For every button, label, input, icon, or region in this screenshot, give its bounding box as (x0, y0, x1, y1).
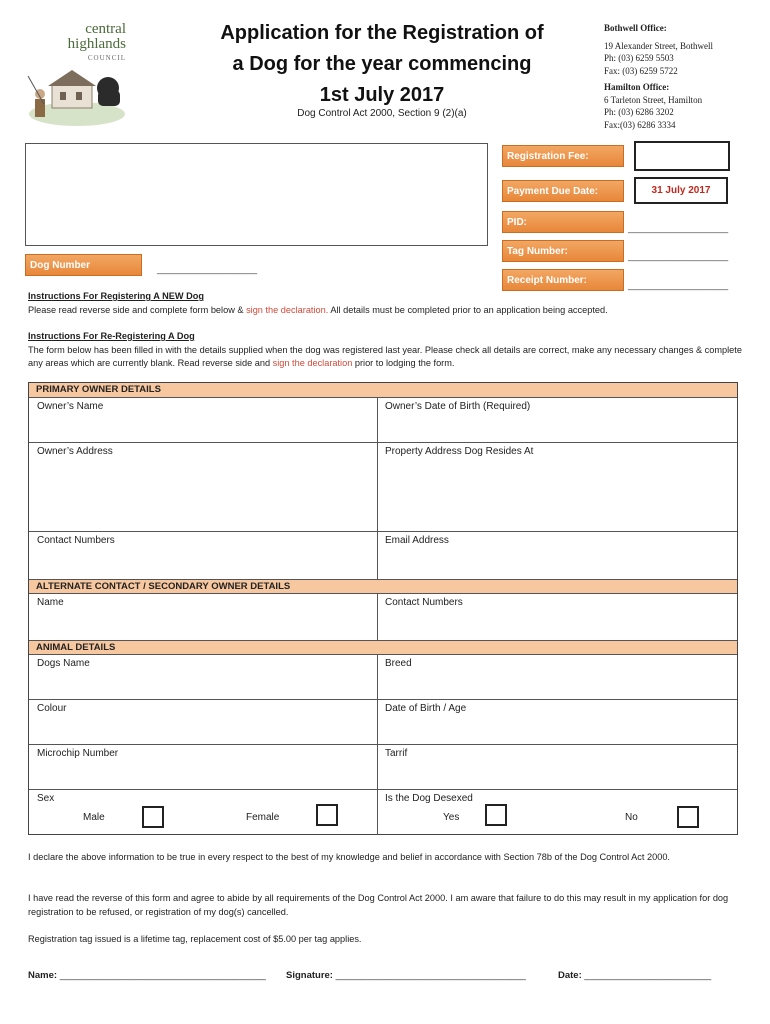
desexed-label: Is the Dog Desexed (385, 793, 473, 804)
dog-number-label: Dog Number (25, 254, 142, 276)
microchip-label: Microchip Number (37, 748, 119, 759)
yes-label: Yes (443, 812, 460, 823)
reregister-text-a: The form below has been filled in with the details supplied when the dog was registered last year. Please check all details are correct, make any necessary changes & complete any areas which are currently blank. Read reverse side and (28, 344, 742, 368)
microchip-field[interactable] (29, 744, 377, 789)
date-line[interactable]: ________________________ (584, 970, 712, 981)
alt-name-field[interactable] (29, 593, 377, 640)
pid-label: PID: (502, 211, 624, 233)
owner-dob-label: Owner’s Date of Birth (Required) (385, 401, 531, 412)
name-line[interactable]: _______________________________________ (59, 970, 266, 981)
property-address-field[interactable] (377, 442, 737, 531)
alt-contact-label: Contact Numbers (385, 597, 463, 608)
reregister-text-red: sign the declaration (272, 358, 353, 368)
dob-age-field[interactable] (377, 699, 737, 744)
receipt-number-label: Receipt Number: (502, 269, 624, 291)
owner-dob-field[interactable] (377, 397, 737, 442)
bothwell-address: 19 Alexander Street, Bothwell (604, 40, 713, 51)
tarrif-label: Tarrif (385, 748, 408, 759)
breed-label: Breed (385, 658, 412, 669)
colour-field[interactable] (29, 699, 377, 744)
primary-owner-heading: PRIMARY OWNER DETAILS (29, 383, 737, 397)
declaration-text-2: I have read the reverse of this form and agree to abide by all requirements of the Dog Control Act 2000. I am aware that failure to do this may result in my application for dog registration to be refused, or registration of my dog(s) cancelled. (28, 893, 729, 917)
reregister-heading: Instructions For Re-Registering A Dog (28, 331, 195, 341)
registration-form (28, 382, 738, 835)
tarrif-field[interactable] (377, 744, 737, 789)
colour-label: Colour (37, 703, 67, 714)
yes-checkbox[interactable] (485, 804, 507, 826)
alt-contact-field[interactable] (377, 593, 737, 640)
date-signoff (558, 970, 711, 981)
hamilton-fax: Fax:(03) 6286 3334 (604, 119, 676, 130)
payment-due-value: 31 July 2017 (634, 177, 728, 204)
new-dog-instructions (28, 290, 744, 317)
dog-details-box[interactable] (25, 143, 488, 246)
signature-label: Signature: (286, 970, 333, 981)
name-signoff (28, 970, 266, 981)
reregister-text-b: prior to lodging the form. (352, 358, 455, 368)
dogs-name-label: Dogs Name (37, 658, 90, 669)
date-label: Date: (558, 970, 582, 981)
contact-numbers-field[interactable] (29, 531, 377, 579)
payment-due-label: Payment Due Date: (502, 180, 624, 202)
declaration-text-1: I declare the above information to be true in every respect to the best of my knowledge and belief in accordance with Section 78b of the Dog Control Act 2000. (28, 852, 670, 862)
alt-name-label: Name (37, 597, 64, 608)
animal-details-heading: ANIMAL DETAILS (29, 640, 737, 654)
title-line-1: Application for the Registration of (220, 22, 544, 44)
receipt-number-field[interactable]: ____________________ (628, 280, 729, 290)
sex-label: Sex (37, 793, 55, 804)
council-logo (22, 16, 128, 128)
breed-field[interactable] (377, 654, 737, 699)
page-subtitle: Dog Control Act 2000, Section 9 (2)(a) (297, 108, 467, 119)
owner-address-field[interactable] (29, 442, 377, 531)
owner-name-label: Owner’s Name (37, 401, 104, 412)
bothwell-phone: Ph: (03) 6259 5503 (604, 53, 674, 63)
owner-address-label: Owner’s Address (37, 446, 113, 457)
hamilton-address: 6 Tarleton Street, Hamilton (604, 94, 703, 105)
alternate-contact-heading: ALTERNATE CONTACT / SECONDARY OWNER DETAILS (29, 579, 737, 593)
pid-field[interactable]: ____________________ (628, 223, 729, 233)
new-dog-text-b: All details must be completed prior to an application being accepted. (328, 304, 608, 315)
tag-number-field[interactable]: ____________________ (628, 251, 729, 261)
dog-number-field[interactable]: ____________________ (157, 264, 258, 274)
signature-signoff (286, 970, 526, 981)
female-checkbox[interactable] (316, 804, 338, 826)
tag-number-label: Tag Number: (502, 240, 624, 262)
declaration-text-3: Registration tag issued is a lifetime tag, replacement cost of $5.00 per tag applies. (28, 934, 362, 944)
reregister-instructions (28, 330, 744, 371)
logo-line-1: central (85, 21, 126, 37)
male-label: Male (83, 812, 105, 823)
dogs-name-field[interactable] (29, 654, 377, 699)
email-address-label: Email Address (385, 535, 449, 546)
bothwell-fax: Fax: (03) 6259 5722 (604, 65, 678, 76)
registration-fee-label: Registration Fee: (502, 145, 624, 167)
property-address-label: Property Address Dog Resides At (385, 446, 534, 457)
signature-line[interactable]: ____________________________________ (335, 970, 526, 981)
hamilton-heading: Hamilton Office: (604, 82, 670, 92)
logo-line-3: COUNCIL (87, 54, 126, 62)
bothwell-heading: Bothwell Office: (604, 23, 667, 33)
page-title (190, 18, 574, 111)
new-dog-text-a: Please read reverse side and complete form below & (28, 304, 247, 315)
female-label: Female (246, 812, 280, 823)
no-checkbox[interactable] (677, 806, 699, 828)
male-checkbox[interactable] (142, 806, 164, 828)
name-label: Name: (28, 970, 58, 981)
new-dog-text-red: sign the declaration. (246, 304, 329, 315)
registration-fee-field[interactable] (634, 141, 730, 171)
email-address-field[interactable] (377, 531, 737, 579)
no-label: No (625, 812, 638, 823)
logo-line-2: highlands (67, 36, 126, 52)
dob-age-label: Date of Birth / Age (385, 703, 467, 714)
contact-numbers-label: Contact Numbers (37, 535, 115, 546)
new-dog-heading: Instructions For Registering A NEW Dog (28, 291, 204, 301)
owner-name-field[interactable] (29, 397, 377, 442)
title-line-2: a Dog for the year commencing (232, 53, 532, 75)
title-line-3: 1st July 2017 (319, 84, 445, 106)
office-contacts (604, 22, 764, 131)
hamilton-phone: Ph: (03) 6286 3202 (604, 107, 674, 117)
